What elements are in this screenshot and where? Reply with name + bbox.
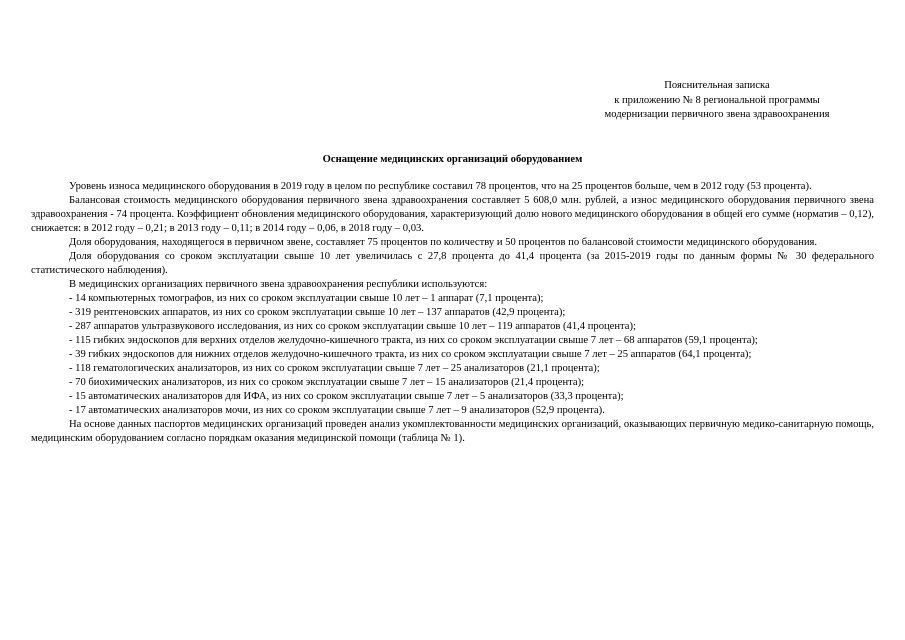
list-item-ifa: - 15 автоматических анализаторов для ИФА, из них со сроком эксплуатации свыше 7 лет – 5 анализаторов (33,3 процента); (69, 391, 624, 402)
list-item-upper-endoscopes: - 115 гибких эндоскопов для верхних отделов желудочно-кишечного тракта, из них со сроком эксплуатации свыше 7 лет – 68 аппаратов (59,1 процента); (69, 335, 758, 346)
section-title: Оснащение медицинских организаций оборудованием (322, 154, 583, 165)
paragraph-list-intro: В медицинских организациях первичного звена здравоохранения республики используются: (69, 279, 488, 290)
paragraph-wear-level: Уровень износа медицинского оборудования в 2019 году в целом по республике составил 78 процентов, что на 25 процентов больше, чем в 2012 году (53 процента). (69, 181, 812, 192)
list-item-biochemistry: - 70 биохимических анализаторов, из них со сроком эксплуатации свыше 7 лет – 15 анализаторов (21,4 процента); (69, 377, 585, 388)
list-item-ultrasound: - 287 аппаратов ультразвукового исследования, из них со сроком эксплуатации свыше 10 лет – 119 аппаратов (41,4 процента); (69, 321, 636, 332)
paragraph-primary-share: Доля оборудования, находящегося в первичном звене, составляет 75 процентов по количеству и 50 процентов по балансовой стоимости медицинского оборудования. (69, 237, 818, 248)
list-item-urine: - 17 автоматических анализаторов мочи, из них со сроком эксплуатации свыше 7 лет – 9 анализаторов (52,9 процента). (69, 405, 605, 416)
list-item-hematology: - 118 гематологических анализаторов, из них со сроком эксплуатации свыше 7 лет – 25 анализаторов (21,1 процента); (69, 363, 600, 374)
list-item-lower-endoscopes: - 39 гибких эндоскопов для нижних отделов желудочно-кишечного тракта, из них со сроком эксплуатации свыше 7 лет – 25 аппаратов (64,1 процента); (69, 349, 752, 360)
paragraph-balance-value: Балансовая стоимость медицинского оборудования первичного звена здравоохранения составляет 5 608,0 млн. рублей, а износ медицинского оборудования первичного звена здравоохранения - 74 процента. Коэффициент обновления медицинского оборудования, характеризующий долю нового медицинского оборудования в общей его сумме (норматив – 0,12), снижается: в 2012 году – 0,21; в 2013 году – 0,11; в 2014 году – 0,06, в 2018 году – 0,03. (31, 195, 874, 234)
note-line-2: к приложению № 8 региональной программы (614, 94, 820, 106)
note-line-1: Пояснительная записка (664, 80, 770, 91)
document-body (31, 180, 874, 446)
explanatory-note-header (560, 79, 874, 123)
list-item-ct: - 14 компьютерных томографов, из них со сроком эксплуатации свыше 10 лет – 1 аппарат (7,1 процента); (69, 293, 544, 304)
list-item-xray: - 319 рентгеновских аппаратов, из них со сроком эксплуатации свыше 10 лет – 137 аппаратов (42,9 процента); (69, 307, 566, 318)
note-line-3: модернизации первичного звена здравоохранения (604, 109, 830, 120)
paragraph-service-life: Доля оборудования со сроком эксплуатации свыше 10 лет увеличилась с 27,8 процента до 41,4 процента (за 2015-2019 годы по данным формы № 30 федерального статистического наблюдения). (31, 251, 874, 276)
paragraph-closing: На основе данных паспортов медицинских организаций проведен анализ укомплектованности медицинских организаций, оказывающих первичную медико-санитарную помощь, медицинским оборудованием согласно порядкам оказания медицинской помощи (таблица № 1). (31, 419, 874, 444)
